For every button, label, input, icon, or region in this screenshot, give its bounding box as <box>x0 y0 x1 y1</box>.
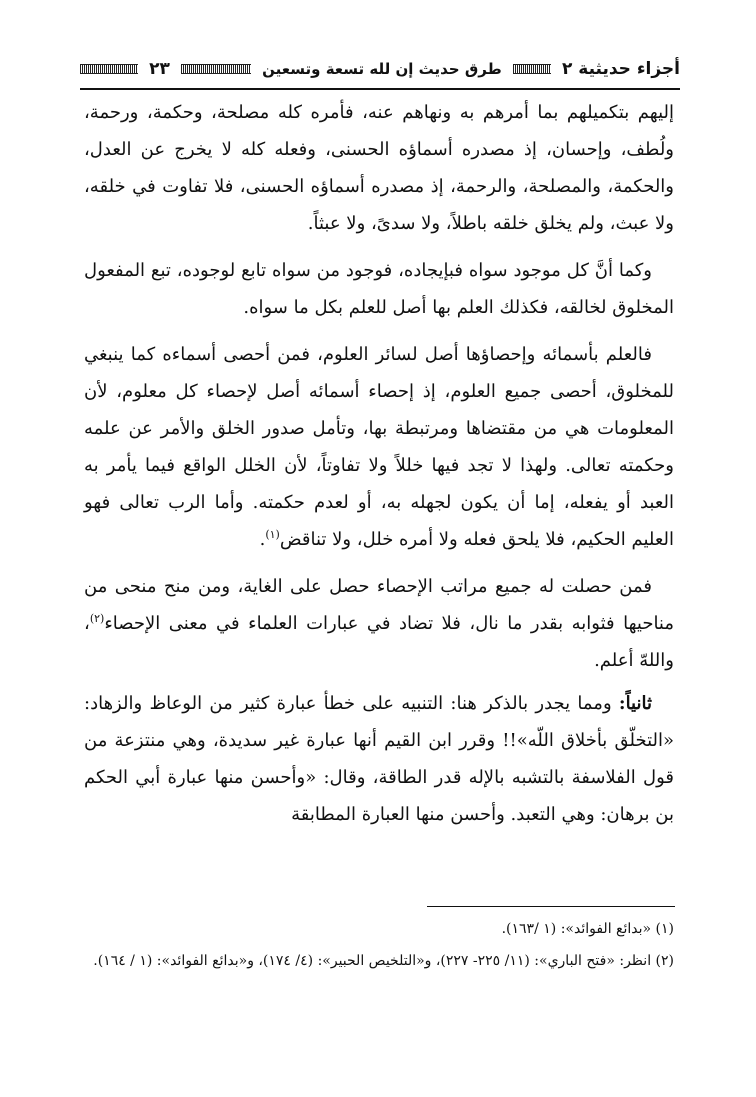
header-ornament-bar <box>513 64 551 74</box>
paragraph-2: وكما أنَّ كل موجود سواه فبإيجاده، فوجود من سواه تابع لوجوده، تبع المفعول المخلوق لخالقه، فكذلك العلم بها أصل للعلم بكل ما سواه. <box>84 260 674 318</box>
footnote-ref-2: (٢) <box>89 612 105 625</box>
main-text <box>84 94 674 843</box>
paragraph-5 <box>84 685 674 833</box>
footnote-ref-1: (١) <box>265 528 280 541</box>
paragraph-4 <box>84 568 674 679</box>
paragraph-3 <box>84 336 674 558</box>
footnote-2: (٢) انظر: «فتح الباري»: (١١/ ٢٢٥- ٢٢٧)، و«التلخيص الحبير»: (٤/ ١٧٤)، و«بدائع الفوائد»: (١ / ١٦٤). <box>93 953 674 969</box>
paragraph-5-text: ومما يجدر بالذكر هنا: التنبيه على خطأ عبارة كثير من الوعاظ والزهاد: «التخلّق بأخلاق اللّه»!! وقرر ابن القيم أنها عبارة غير سديدة، وهي منتزعة من قول الفلاسفة بالتشبه بالإله قدر الطاقة، وقال: «وأحسن منها عبارة أبي الحكم بن برهان: وهي التعبد. وأحسن منها العبارة المطابقة <box>84 693 674 825</box>
running-header-subtitle: طرق حديث إن لله تسعة وتسعين <box>262 60 502 78</box>
paragraph-4-text: فمن حصلت له جميع مراتب الإحصاء حصل على الغاية، ومن منح منحى من مناحيها فثوابه بقدر ما نال، فلا تضاد في عبارات العلماء في معنى الإحصاء <box>84 576 674 634</box>
header-ornament-bar <box>181 64 251 74</box>
header-ornament-bar <box>80 64 138 74</box>
paragraph-5-lead: ثانياً: <box>618 693 652 714</box>
paragraph-3-text: فالعلم بأسمائه وإحصاؤها أصل لسائر العلوم، فمن أحصى أسماءه كما ينبغي للمخلوق، أحصى جميع العلوم، إذ إحصاء أسمائه أصل لإحصاء كل معلوم، لأن المعلومات هي من مقتضاها ومرتبطة بها، وتأمل صدور الخلق والأمر عن علمه وحكمته تعالى. ولهذا لا تجد فيها خللاً ولا تفاوتاً، لأن الخلل الواقع فيما يأمر به العبد أو يفعله، إما أن يكون لجهله به، أو لعدم حكمته. وأما الرب تعالى فهو العليم الحكيم، فلا يلحق فعله ولا أمره خلل، ولا تناقض <box>84 344 674 550</box>
page-number: ٢٣ <box>149 59 170 79</box>
running-header <box>80 52 680 86</box>
paragraph-1: إليهم بتكميلهم بما أمرهم به ونهاهم عنه، فأمره كله مصلحة، وحكمة، ورحمة، ولُطف، وإحسان، إذ مصدره أسماؤه الحسنى، وفعله كله لا يخرج عن العدل، والحكمة، والمصلحة، والرحمة، إذ مصدره أسماؤه الحسنى، فلا تفاوت في خلقه، ولا عبث، ولم يخلق خلقه باطلاً، ولا سدىً، ولا عبثاً. <box>84 102 674 234</box>
running-header-title: أجزاء حديثية ٢ <box>561 59 680 79</box>
footnote-1: (١) «بدائع الفوائد»: (١ /١٦٣). <box>501 921 674 937</box>
footnotes <box>84 915 674 979</box>
paragraph-4-end: ، واللهّ أعلم. <box>84 613 674 671</box>
paragraph-3-end: . <box>259 529 266 550</box>
footnote-separator <box>427 906 675 907</box>
header-rule <box>80 88 680 90</box>
